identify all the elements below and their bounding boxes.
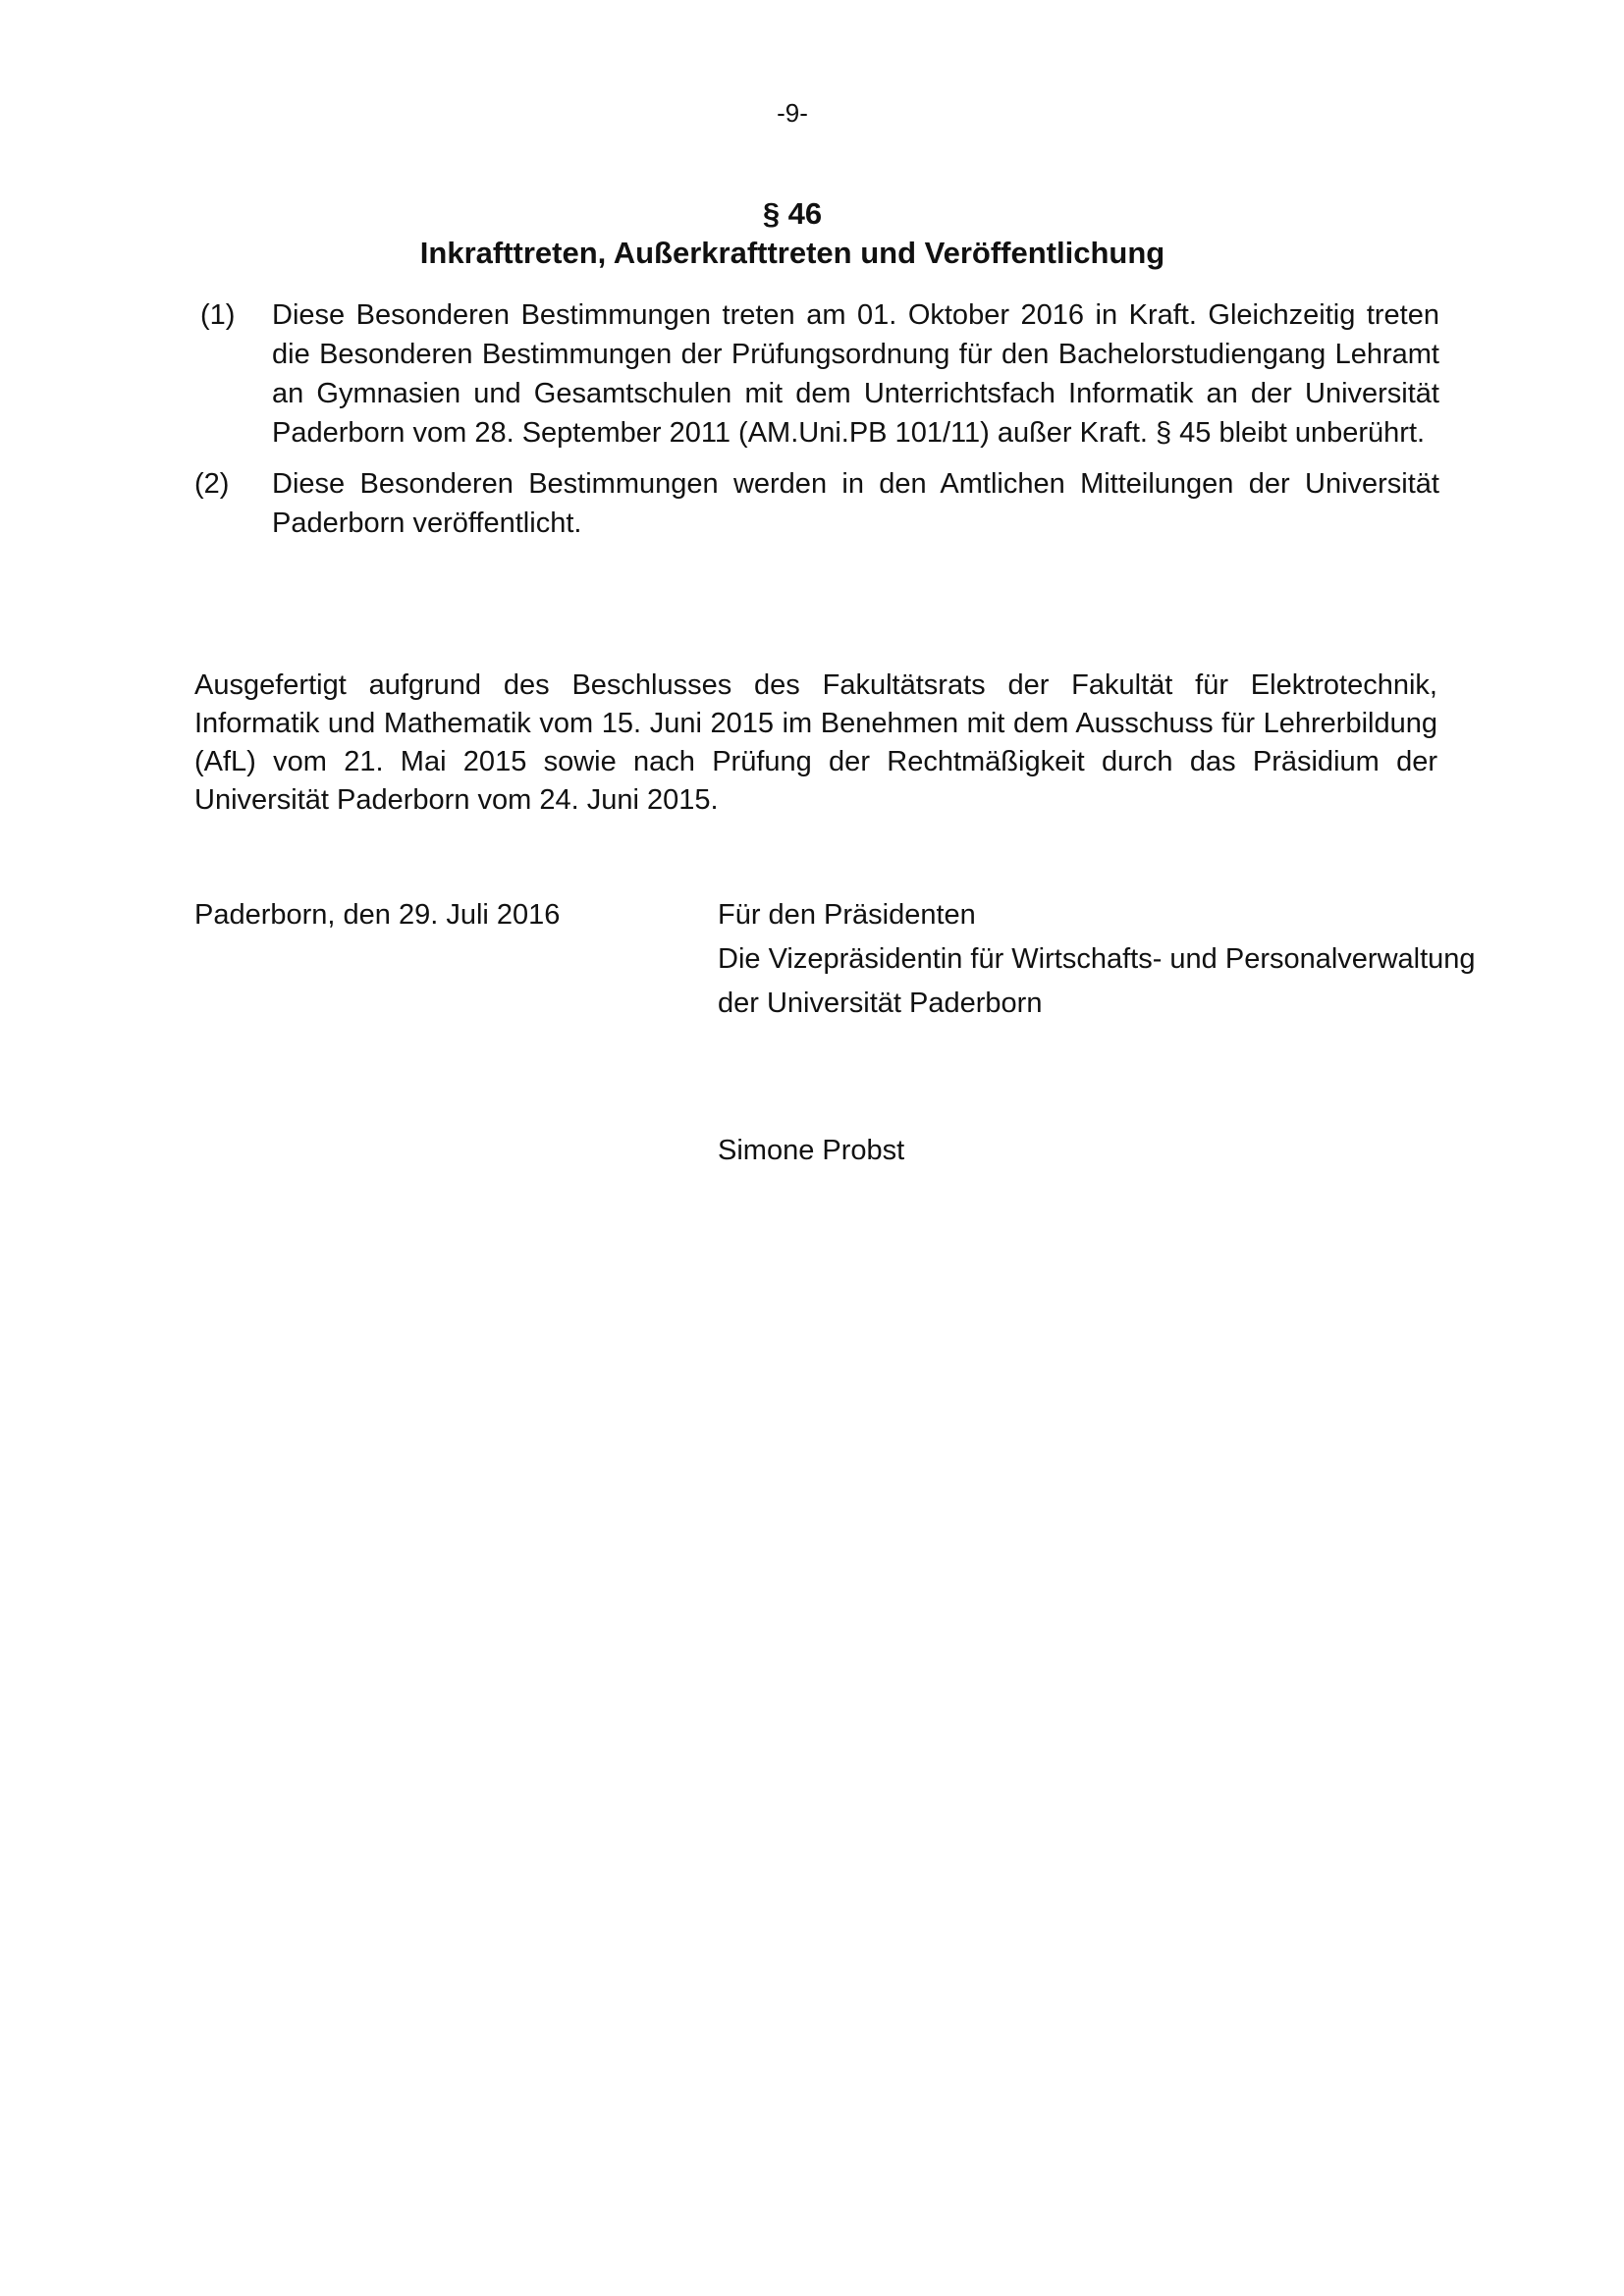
signer-name: Simone Probst — [718, 1135, 905, 1166]
section-number: § 46 — [762, 196, 823, 231]
paragraph-text: Diese Besonderen Bestimmungen werden in den Amtlichen Mitteilungen der Universität Paderborn veröffentlicht. — [272, 468, 1439, 539]
paragraph-1 — [192, 295, 1439, 453]
signature-line: Für den Präsidenten — [718, 899, 976, 931]
page-number: -9- — [777, 98, 808, 128]
paragraph-number: (2) — [194, 468, 230, 500]
paragraph-2 — [192, 464, 1439, 543]
issuance-statement: Ausgefertigt aufgrund des Beschlusses des Fakultätsrats der Fakultät für Elektrotechnik, Informatik und Mathematik vom 15. Juni 2015 im Benehmen mit dem Ausschuss für Lehrerbildung (AfL) vom 21. Mai 2015 sowie nach Prüfung der Rechtmäßigkeit durch das Präsidium der Universität Paderborn vom 24. Juni 2015. — [194, 669, 1437, 816]
place-date: Paderborn, den 29. Juli 2016 — [194, 899, 561, 931]
paragraph-text: Diese Besonderen Bestimmungen treten am 01. Oktober 2016 in Kraft. Gleichzeitig treten die Besonderen Bestimmungen der Prüfungsordnung für den Bachelorstudiengang Lehramt an Gymnasien und Gesamtschulen mit dem Unterrichtsfach Informatik an der Universität Paderborn vom 28. September 2011 (AM.Uni.PB 101/11) außer Kraft. § 45 bleibt unberührt. — [272, 299, 1439, 449]
signature-block — [718, 893, 1476, 1026]
signature-line: der Universität Paderborn — [718, 988, 1043, 1019]
section-title: Inkrafttreten, Außerkrafttreten und Veröffentlichung — [419, 236, 1165, 270]
paragraph-number: (1) — [200, 299, 236, 331]
signature-line: Die Vizepräsidentin für Wirtschafts- und Personalverwaltung — [718, 943, 1476, 975]
